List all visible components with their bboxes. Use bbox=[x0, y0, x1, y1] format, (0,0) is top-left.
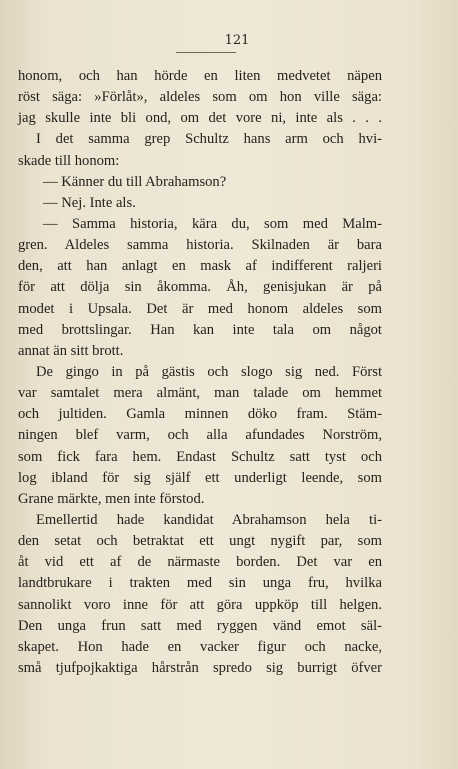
text-line: Den unga frun satt med ryggen vänd emot säl- bbox=[18, 617, 382, 634]
text-line: jag skulle inte bli ond, om det vore ni, inte als . . . bbox=[18, 110, 382, 127]
text-line: De gingo in på gästis och slogo sig ned. Först bbox=[36, 363, 382, 380]
text-line: sannolikt voro inne för att göra uppköp till helgen. bbox=[18, 596, 382, 613]
text-line: röst säga: »Förlåt», aldeles som om hon ville säga: bbox=[18, 89, 382, 106]
text-line: med brottslingar. Han kan inte tala om något bbox=[18, 321, 382, 338]
body-text bbox=[18, 66, 382, 679]
text-line: den, att han anlagt en mask af indifferent raljeri bbox=[18, 258, 382, 275]
text-line: för att dölja sin åkomma. Åh, genisjukan är på bbox=[18, 279, 382, 296]
text-line: den setat och betraktat ett ungt nygift par, som bbox=[18, 533, 382, 550]
text-line: honom, och han hörde en liten medvetet näpen bbox=[18, 68, 382, 84]
text-line: I det samma grep Schultz hans arm och hvi- bbox=[36, 131, 382, 148]
text-line: modet i Upsala. Det är med honom aldeles som bbox=[18, 300, 382, 317]
text-line: annat än sitt brott. bbox=[18, 342, 124, 359]
text-line: ningen blef varm, och alla afundades Norström, bbox=[18, 427, 382, 444]
text-line: — Samma historia, kära du, som med Malm- bbox=[43, 215, 382, 232]
page-number: 121 bbox=[224, 33, 250, 48]
text-line: gren. Aldeles samma historia. Skilnaden är bara bbox=[18, 237, 382, 254]
text-line: skade till honom: bbox=[18, 152, 120, 169]
text-line: åt vid ett af de närmaste borden. Det var en bbox=[18, 554, 382, 571]
text-line: landtbrukare i trakten med sin unga fru, hvilka bbox=[18, 575, 382, 592]
text-line: var samtalet mera almänt, man talade om hemmet bbox=[18, 385, 382, 402]
text-line: Grane märkte, men inte förstod. bbox=[18, 490, 205, 507]
text-line: Emellertid hade kandidat Abrahamson hela ti- bbox=[36, 511, 382, 528]
text-line: och jultiden. Gamla minnen döko fram. Stäm- bbox=[18, 406, 382, 423]
text-line: — Känner du till Abrahamson? bbox=[43, 173, 227, 190]
text-line: — Nej. Inte als. bbox=[43, 194, 136, 211]
text-line: små tjufpojkaktiga hårstrån spredo sig burrigt öfver bbox=[18, 659, 382, 676]
header-rule bbox=[176, 52, 236, 53]
text-line: log ibland för sig själf ett underligt leende, som bbox=[18, 469, 382, 486]
text-line: skapet. Hon hade en vacker figur och nacke, bbox=[18, 638, 382, 655]
text-line: som fick fara hem. Endast Schultz satt tyst och bbox=[18, 448, 382, 465]
